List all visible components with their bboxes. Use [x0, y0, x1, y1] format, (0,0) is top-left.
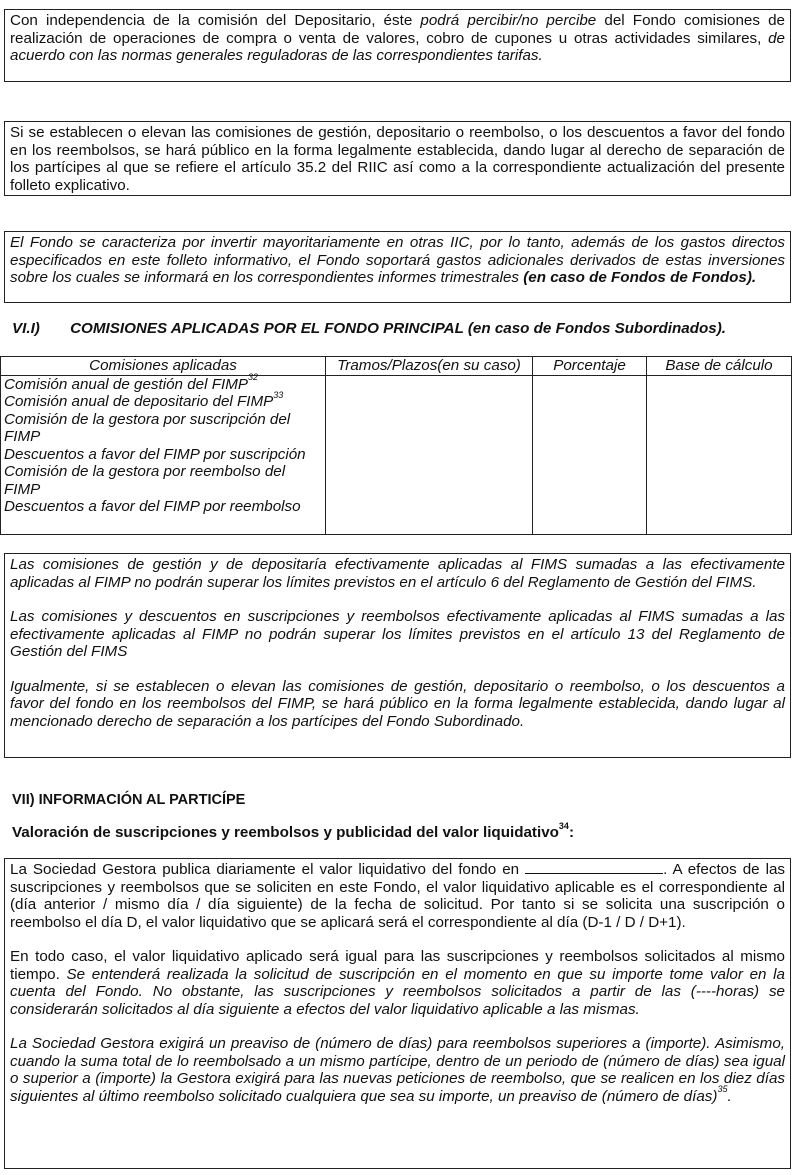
list-item: Comisión anual de gestión del FIMP$^{32}$: [4, 372, 258, 393]
col-header-porcentaje: Porcentaje: [533, 357, 647, 376]
fees-list-cell: [1, 372, 326, 534]
fund-of-funds-text: El Fondo se caracteriza por invertir mayoritariamente en otras IIC, por lo tanto, además de los gastos directos especificados en este folleto informativo, el Fondo soportará gastos adicionales derivados de estas inversiones sobre los cuales se informará en los correspondientes informes trimestrales (en caso de Fondos de Fondos).: [10, 234, 785, 286]
valuation-subheading: Valoración de suscripciones y reembolsos y publicidad del valor liquidativo$^{34}$:: [12, 820, 574, 841]
list-item: Descuentos a favor del FIMP por reembolso: [4, 498, 301, 515]
valuation-p3: La Sociedad Gestora exigirá un preaviso de (número de días) para reembolsos superiores a (importe). Asimismo, cuando la suma total de lo reembolsado a un mismo partícipe, dentro de un periodo de (número de días) sea igual o superior a (importe) la Gestora exigirá para las nuevas peticiones de reembolso, que se realicen en los diez días siguientes al último reembolso solicitado cualquiera que sea su importe, un preaviso de (número de días)$^{35}$.: [10, 1035, 785, 1105]
list-item: Comisión anual de depositario del FIMP$^{33}$: [4, 389, 284, 410]
section-vi-title: COMISIONES APLICADAS POR EL FONDO PRINCIPAL (en caso de Fondos Subordinados).: [70, 320, 727, 337]
fund-of-funds-box: [4, 231, 791, 303]
valuation-p1: La Sociedad Gestora publica diariamente el valor liquidativo del fondo en . A efectos de las suscripciones y reembolsos que se soliciten en este Fondo, el valor liquidativo aplicable es el correspondiente al (día anterior / mismo día / día siguiente) de la fecha de solicitud. Por tanto si se solicita una suscripción o reembolso el día D, el valor liquidativo que se aplicará será el correspondiente al día (D-1 / D / D+1).: [10, 861, 785, 931]
fims-limits-p1: Las comisiones de gestión y de depositaría efectivamente aplicadas al FIMS sumadas a las efectivamente aplicadas al FIMP no podrán superar los límites previstos en el artículo 6 del Reglamento de Gestión del FIMS.: [10, 556, 785, 591]
fees-table: [0, 356, 792, 535]
valuation-box: [4, 858, 791, 1169]
base-cell: [647, 375, 792, 534]
depositary-fees-text: Con independencia de la comisión del Depositario, éste podrá percibir/no percibe del Fondo comisiones de realización de operaciones de compra o venta de valores, cobro de cupones u otras actividades similares, de acuerdo con las normas generales reguladoras de las correspondientes tarifas.: [10, 12, 785, 64]
section-vi-heading: [12, 320, 792, 338]
tramos-cell: [326, 375, 533, 534]
blank-field: [525, 861, 663, 874]
col-header-tramos: Tramos/Plazos(en su caso): [326, 357, 533, 376]
list-item: Comisión de la gestora por suscripción del FIMP: [4, 410, 291, 445]
fims-limits-p2: Las comisiones y descuentos en suscripciones y reembolsos efectivamente aplicadas al FIMS sumadas a las efectivamente aplicadas al FIMP no podrán superar los límites previstos en el artículo 13 del Reglamento de Gestión del FIMS: [10, 608, 785, 660]
valuation-p2: En todo caso, el valor liquidativo aplicado será igual para las suscripciones y reembolsos solicitados al mismo tiempo. Se entenderá realizada la solicitud de suscripción en el momento en que su importe tome valor en la cuenta del Fondo. No obstante, las suscripciones y reembolsos solicitados a partir de las (----horas) se considerarán solicitados al día siguiente a efectos del valor liquidativo aplicable a las mismas.: [10, 948, 785, 1018]
list-item: Comisión de la gestora por reembolso del FIMP: [4, 463, 286, 498]
fees-table-body: [1, 375, 792, 534]
section-vii-heading: VII) INFORMACIÓN AL PARTICÍPE: [12, 792, 246, 808]
fims-limits-box: [4, 553, 791, 758]
col-header-comisiones: Comisiones aplicadas: [1, 357, 326, 376]
depositary-fees-box: [4, 9, 791, 82]
fee-change-text: Si se establecen o elevan las comisiones de gestión, depositario o reembolso, o los descuentos a favor del fondo en los reembolsos, se hará público en la forma legalmente establecida, dando lugar al derecho de separación de los partícipes al que se refiere el artículo 35.2 del RIIC así como a la correspondiente actualización del presente folleto explicativo.: [10, 124, 785, 194]
fees-table-header: [1, 357, 792, 376]
porcentaje-cell: [533, 375, 647, 534]
list-item: Descuentos a favor del FIMP por suscripción: [4, 445, 306, 463]
section-vi-number: VI.I): [12, 320, 40, 337]
col-header-base: Base de cálculo: [647, 357, 792, 376]
fims-limits-p3: Igualmente, si se establecen o elevan las comisiones de gestión, depositario o reembolso, o los descuentos a favor del fondo en los reembolsos del FIMP, se hará público en la forma legalmente establecida, dando lugar al mencionado derecho de separación a los partícipes del Fondo Subordinado.: [10, 677, 785, 730]
fee-change-box: [4, 121, 791, 196]
